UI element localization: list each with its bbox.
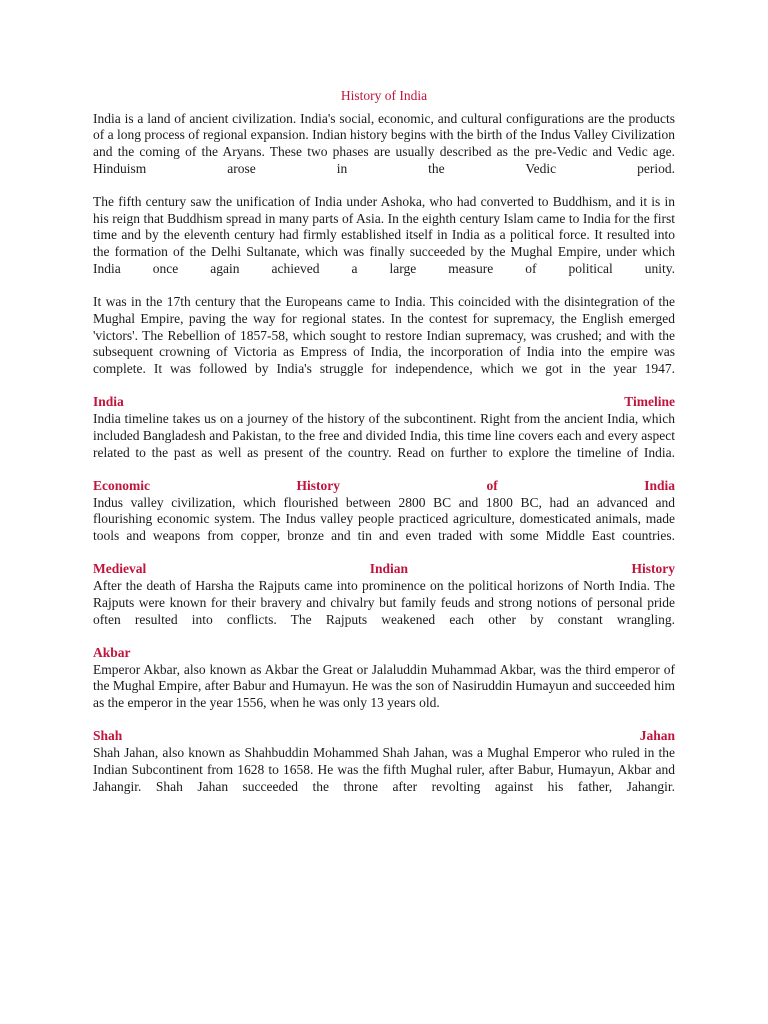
document-title: History of India (340, 88, 428, 103)
section-body-shah-jahan: Shah Jahan, also known as Shahbuddin Mohammed Shah Jahan, was a Mughal Emperor who ruled in the Indian Subcontinent from 1628 to 1658. He was the fifth Mughal ruler, after Babur, Humayun, Akbar and Jahangir. Shah Jahan succeeded the throne after revolting against his father, Jahangir. (93, 745, 675, 794)
document-page (93, 0, 675, 795)
section-body-medieval-history: After the death of Harsha the Rajputs came into prominence on the political horizons of North India. The Rajputs were known for their bravery and chivalry but family feuds and strong notions of personal pride often resulted into conflicts. The Rajputs weakened each other by constant wrangling. (93, 578, 675, 627)
section-body-india-timeline: India timeline takes us on a journey of the history of the subcontinent. Right from the ancient India, which included Bangladesh and Pakistan, to the free and divided India, this time line covers each and every aspect related to the past as well as present of the country. Read on further to explore the timeline of India. (93, 411, 675, 460)
section-heading-economic-history: Economic History of India (93, 477, 675, 493)
section-body-akbar: Emperor Akbar, also known as Akbar the Great or Jalaluddin Muhammad Akbar, was the third emperor of the Mughal Empire, after Babur and Humayun. He was the son of Nasiruddin Humayun and succeeded him as the emperor in the year 1556, when he was only 13 years old. (93, 661, 675, 711)
section-heading-india-timeline: India Timeline (93, 394, 675, 410)
section-heading-akbar: Akbar (93, 644, 131, 660)
intro-paragraph-1: India is a land of ancient civilization. India's social, economic, and cultural configurations are the products of a long process of regional expansion. Indian history begins with the birth of the Indus Valley Civilization and the coming of the Aryans. These two phases are usually described as the pre-Vedic and Vedic age. Hinduism arose in the Vedic period. (93, 110, 675, 176)
intro-paragraph-3: It was in the 17th century that the Europeans came to India. This coincided with the disintegration of the Mughal Empire, paving the way for regional states. In the contest for supremacy, the English emerged 'victors'. The Rebellion of 1857-58, which sought to restore Indian supremacy, was crushed; and with the subsequent crowning of Victoria as Empress of India, the incorporation of India into the empire was complete. It was followed by India's struggle for independence, which we got in the year 1947. (93, 294, 675, 377)
section-heading-medieval-history: Medieval Indian History (93, 561, 675, 577)
section-body-economic-history: Indus valley civilization, which flourished between 2800 BC and 1800 BC, had an advanced and flourishing economic system. The Indus valley people practiced agriculture, domesticated animals, made tools and weapons from copper, bronze and tin and even traded with some Middle East countries. (93, 494, 675, 544)
section-heading-shah-jahan: Shah Jahan (93, 728, 675, 744)
intro-paragraph-2: The fifth century saw the unification of India under Ashoka, who had converted to Buddhism, and it is in his reign that Buddhism spread in many parts of Asia. In the eighth century Islam came to India for the first time and by the eleventh century had firmly established itself in India as a political force. It resulted into the formation of the Delhi Sultanate, which was finally succeeded by the Mughal Empire, under which India once again achieved a large measure of political unity. (93, 194, 675, 276)
